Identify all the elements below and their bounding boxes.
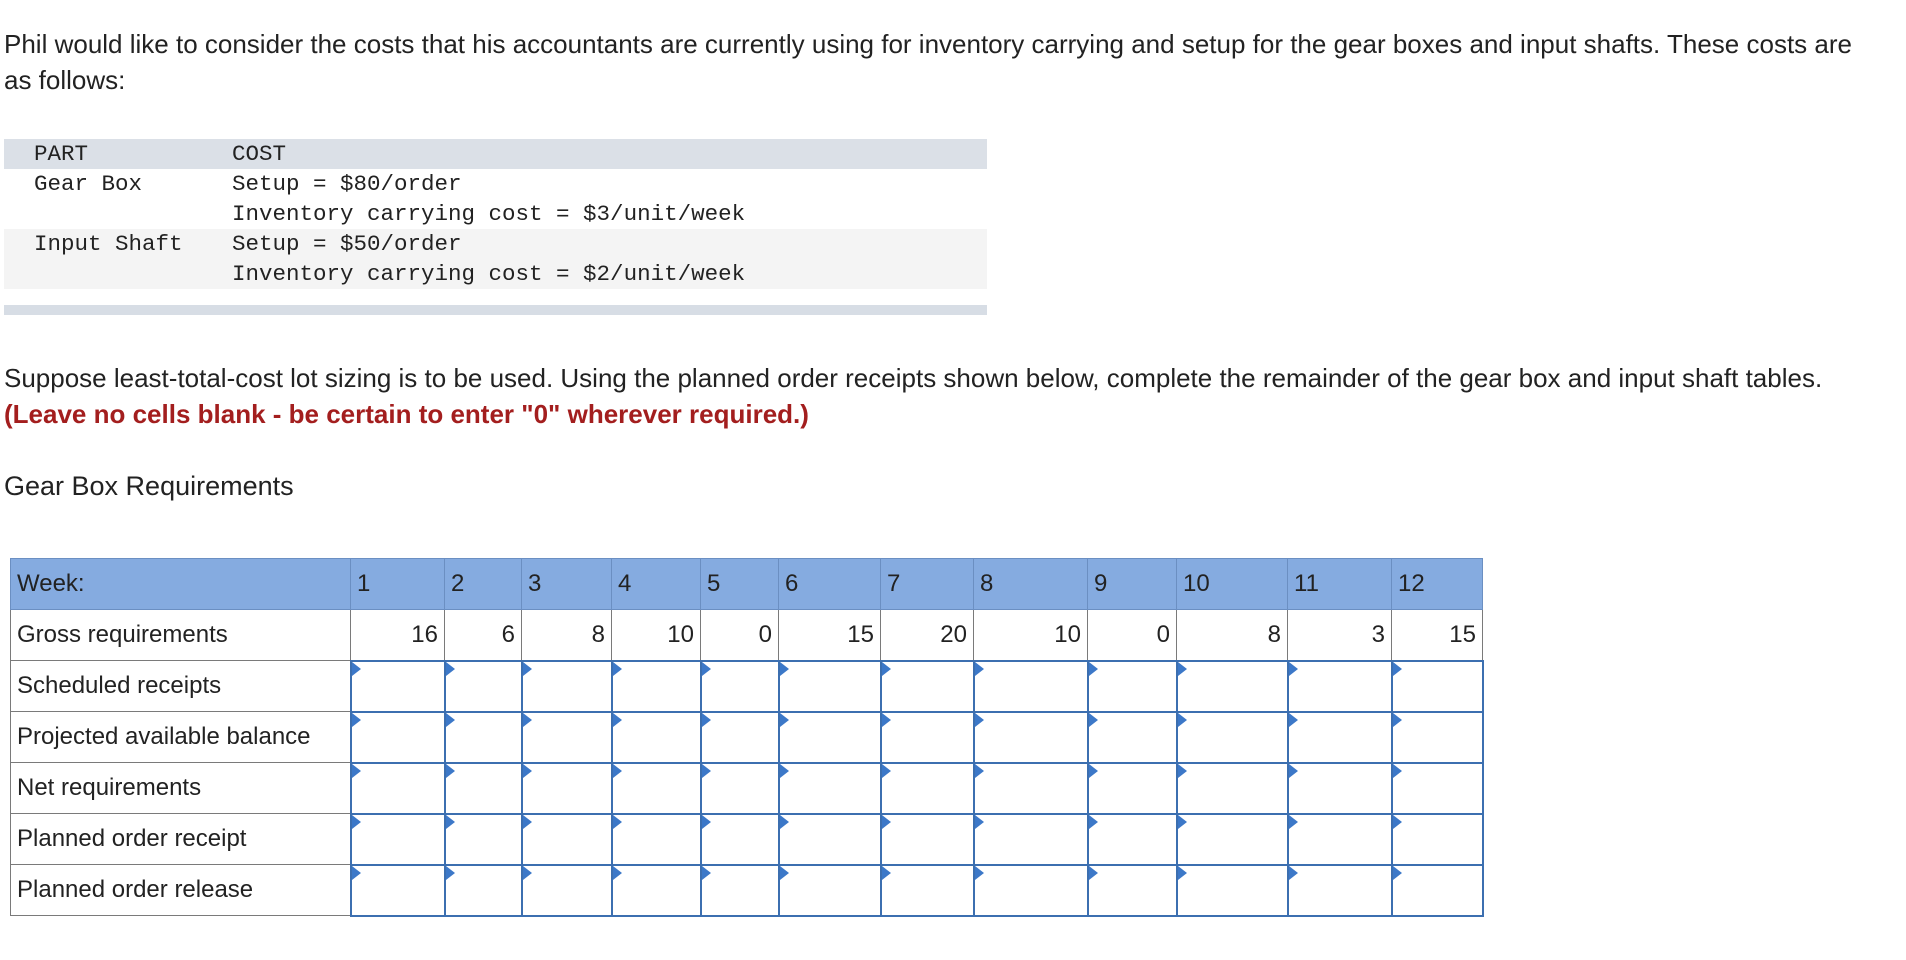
scheduled-receipts-label: Scheduled receipts <box>11 661 351 712</box>
gross-requirement-week-1: 16 <box>351 610 445 661</box>
net-requirements-cell-week-5[interactable] <box>701 763 779 814</box>
net-requirements-cell-week-4[interactable] <box>612 763 701 814</box>
planned-order-release-input-week-10[interactable] <box>1178 866 1287 915</box>
intro-paragraph: Phil would like to consider the costs that his accountants are currently using for inventory carrying and setup for the gear boxes and input shafts. These costs are as follows: <box>4 29 1852 95</box>
planned-order-receipt-input-week-2[interactable] <box>446 815 521 864</box>
planned-order-release-cell-week-10[interactable] <box>1177 865 1288 916</box>
net-requirements-input-week-3[interactable] <box>523 764 611 813</box>
net-requirements-cell-week-9[interactable] <box>1088 763 1177 814</box>
gross-requirement-week-10: 8 <box>1177 610 1288 661</box>
projected-available-balance-cell-week-3[interactable] <box>522 712 612 763</box>
planned-order-receipt-cell-week-11[interactable] <box>1288 814 1392 865</box>
scheduled-receipts-cell-week-10[interactable] <box>1177 661 1288 712</box>
week-header-row <box>11 559 1483 610</box>
net-requirements-input-week-7[interactable] <box>882 764 973 813</box>
week-label: Week: <box>11 559 351 610</box>
planned-order-release-input-week-7[interactable] <box>882 866 973 915</box>
scheduled-receipts-cell-week-1[interactable] <box>351 661 445 712</box>
net-requirements-input-week-12[interactable] <box>1393 764 1482 813</box>
planned-order-release-input-week-8[interactable] <box>975 866 1087 915</box>
scheduled-receipts-cell-week-3[interactable] <box>522 661 612 712</box>
scheduled-receipts-cell-week-9[interactable] <box>1088 661 1177 712</box>
week-number-4: 4 <box>612 559 701 610</box>
cost-table-header-cost: COST <box>232 139 987 169</box>
planned-order-receipt-input-week-6[interactable] <box>780 815 880 864</box>
gross-requirement-week-6: 15 <box>779 610 881 661</box>
projected-available-balance-cell-week-5[interactable] <box>701 712 779 763</box>
planned-order-receipt-cell-week-9[interactable] <box>1088 814 1177 865</box>
projected-available-balance-input-week-7[interactable] <box>882 713 973 762</box>
net-requirements-cell-week-7[interactable] <box>881 763 974 814</box>
net-requirements-label: Net requirements <box>11 763 351 814</box>
net-requirements-input-week-4[interactable] <box>613 764 700 813</box>
scheduled-receipts-input-week-11[interactable] <box>1289 662 1391 711</box>
projected-available-balance-input-week-11[interactable] <box>1289 713 1391 762</box>
scheduled-receipts-input-week-3[interactable] <box>523 662 611 711</box>
week-number-9: 9 <box>1088 559 1177 610</box>
planned-order-release-cell-week-4[interactable] <box>612 865 701 916</box>
scheduled-receipts-cell-week-8[interactable] <box>974 661 1088 712</box>
projected-available-balance-cell-week-2[interactable] <box>445 712 522 763</box>
planned-order-release-label: Planned order release <box>11 865 351 916</box>
scheduled-receipts-input-week-8[interactable] <box>975 662 1087 711</box>
week-number-7: 7 <box>881 559 974 610</box>
scheduled-receipts-row <box>11 661 1483 712</box>
gross-requirement-week-8: 10 <box>974 610 1088 661</box>
planned-order-receipt-cell-week-1[interactable] <box>351 814 445 865</box>
net-requirements-cell-week-11[interactable] <box>1288 763 1392 814</box>
cost-table-part-gear-box: Gear Box <box>4 169 232 229</box>
gross-requirement-week-5: 0 <box>701 610 779 661</box>
week-number-8: 8 <box>974 559 1088 610</box>
gross-requirement-week-9: 0 <box>1088 610 1177 661</box>
net-requirements-input-week-9[interactable] <box>1089 764 1176 813</box>
week-number-6: 6 <box>779 559 881 610</box>
gross-requirements-row <box>11 610 1483 661</box>
scheduled-receipts-input-week-9[interactable] <box>1089 662 1176 711</box>
gear-box-carrying-cost: Inventory carrying cost = $3/unit/week <box>232 201 746 227</box>
scheduled-receipts-cell-week-11[interactable] <box>1288 661 1392 712</box>
net-requirements-input-week-5[interactable] <box>702 764 778 813</box>
net-requirements-cell-week-12[interactable] <box>1392 763 1483 814</box>
projected-available-balance-cell-week-12[interactable] <box>1392 712 1483 763</box>
gross-requirement-week-3: 8 <box>522 610 612 661</box>
planned-order-receipt-cell-week-4[interactable] <box>612 814 701 865</box>
planned-order-receipt-row <box>11 814 1483 865</box>
planned-order-receipt-input-week-5[interactable] <box>702 815 778 864</box>
scheduled-receipts-input-week-4[interactable] <box>613 662 700 711</box>
instruction-warning: (Leave no cells blank - be certain to enter "0" wherever required.) <box>4 399 809 429</box>
scheduled-receipts-cell-week-7[interactable] <box>881 661 974 712</box>
cost-table-header-part: PART <box>4 139 232 169</box>
scheduled-receipts-input-week-2[interactable] <box>446 662 521 711</box>
week-number-11: 11 <box>1288 559 1392 610</box>
planned-order-receipt-cell-week-5[interactable] <box>701 814 779 865</box>
scheduled-receipts-cell-week-4[interactable] <box>612 661 701 712</box>
net-requirements-cell-week-3[interactable] <box>522 763 612 814</box>
net-requirements-input-week-10[interactable] <box>1178 764 1287 813</box>
planned-order-receipt-cell-week-6[interactable] <box>779 814 881 865</box>
planned-order-receipt-input-week-1[interactable] <box>352 815 444 864</box>
input-shaft-setup-cost: Setup = $50/order <box>232 231 462 257</box>
week-number-3: 3 <box>522 559 612 610</box>
net-requirements-cell-week-6[interactable] <box>779 763 881 814</box>
net-requirements-cell-week-8[interactable] <box>974 763 1088 814</box>
scheduled-receipts-input-week-1[interactable] <box>352 662 444 711</box>
projected-available-balance-row <box>11 712 1483 763</box>
cost-table-header-row <box>4 139 987 169</box>
scheduled-receipts-input-week-5[interactable] <box>702 662 778 711</box>
planned-order-receipt-cell-week-12[interactable] <box>1392 814 1483 865</box>
cost-table-divider <box>4 305 987 315</box>
gross-requirement-week-4: 10 <box>612 610 701 661</box>
scheduled-receipts-cell-week-2[interactable] <box>445 661 522 712</box>
planned-order-release-row <box>11 865 1483 916</box>
scheduled-receipts-cell-week-6[interactable] <box>779 661 881 712</box>
planned-order-release-cell-week-7[interactable] <box>881 865 974 916</box>
net-requirements-cell-week-2[interactable] <box>445 763 522 814</box>
projected-available-balance-input-week-8[interactable] <box>975 713 1087 762</box>
planned-order-receipt-input-week-3[interactable] <box>523 815 611 864</box>
planned-order-receipt-cell-week-8[interactable] <box>974 814 1088 865</box>
week-number-12: 12 <box>1392 559 1483 610</box>
gear-box-setup-cost: Setup = $80/order <box>232 171 462 197</box>
net-requirements-input-week-11[interactable] <box>1289 764 1391 813</box>
projected-available-balance-cell-week-4[interactable] <box>612 712 701 763</box>
gear-box-heading: Gear Box Requirements <box>4 471 294 501</box>
planned-order-receipt-cell-week-3[interactable] <box>522 814 612 865</box>
planned-order-receipt-cell-week-10[interactable] <box>1177 814 1288 865</box>
planned-order-receipt-cell-week-7[interactable] <box>881 814 974 865</box>
projected-available-balance-input-week-10[interactable] <box>1178 713 1287 762</box>
projected-available-balance-input-week-2[interactable] <box>446 713 521 762</box>
net-requirements-cell-week-1[interactable] <box>351 763 445 814</box>
net-requirements-input-week-2[interactable] <box>446 764 521 813</box>
projected-available-balance-input-week-4[interactable] <box>613 713 700 762</box>
projected-available-balance-cell-week-11[interactable] <box>1288 712 1392 763</box>
projected-available-balance-label: Projected available balance <box>11 712 351 763</box>
planned-order-receipt-input-week-11[interactable] <box>1289 815 1391 864</box>
net-requirements-input-week-1[interactable] <box>352 764 444 813</box>
scheduled-receipts-input-week-7[interactable] <box>882 662 973 711</box>
gross-requirement-week-2: 6 <box>445 610 522 661</box>
projected-available-balance-input-week-1[interactable] <box>352 713 444 762</box>
input-shaft-carrying-cost: Inventory carrying cost = $2/unit/week <box>232 261 746 287</box>
gross-requirement-week-7: 20 <box>881 610 974 661</box>
planned-order-receipt-cell-week-2[interactable] <box>445 814 522 865</box>
planned-order-release-cell-week-6[interactable] <box>779 865 881 916</box>
planned-order-release-cell-week-12[interactable] <box>1392 865 1483 916</box>
projected-available-balance-cell-week-9[interactable] <box>1088 712 1177 763</box>
planned-order-receipt-input-week-12[interactable] <box>1393 815 1482 864</box>
planned-order-release-input-week-4[interactable] <box>613 866 700 915</box>
instruction-text: Suppose least-total-cost lot sizing is to be used. Using the planned order receipts shown below, complete the remainder of the gear box and input shaft tables. <box>4 363 1823 393</box>
week-number-1: 1 <box>351 559 445 610</box>
planned-order-receipt-input-week-10[interactable] <box>1178 815 1287 864</box>
net-requirements-row <box>11 763 1483 814</box>
planned-order-release-cell-week-8[interactable] <box>974 865 1088 916</box>
planned-order-release-cell-week-11[interactable] <box>1288 865 1392 916</box>
gross-requirement-week-11: 3 <box>1288 610 1392 661</box>
week-number-2: 2 <box>445 559 522 610</box>
planned-order-release-input-week-11[interactable] <box>1289 866 1391 915</box>
week-number-5: 5 <box>701 559 779 610</box>
planned-order-release-cell-week-3[interactable] <box>522 865 612 916</box>
planned-order-release-cell-week-5[interactable] <box>701 865 779 916</box>
planned-order-release-input-week-9[interactable] <box>1089 866 1176 915</box>
projected-available-balance-cell-week-7[interactable] <box>881 712 974 763</box>
planned-order-release-input-week-3[interactable] <box>523 866 611 915</box>
cost-table-row-input-shaft <box>4 229 987 289</box>
planned-order-release-input-week-12[interactable] <box>1393 866 1482 915</box>
projected-available-balance-input-week-12[interactable] <box>1393 713 1482 762</box>
week-number-10: 10 <box>1177 559 1288 610</box>
gear-box-requirements-table <box>10 558 1484 917</box>
cost-table-part-input-shaft: Input Shaft <box>4 229 232 289</box>
planned-order-release-input-week-2[interactable] <box>446 866 521 915</box>
projected-available-balance-cell-week-8[interactable] <box>974 712 1088 763</box>
scheduled-receipts-input-week-12[interactable] <box>1393 662 1482 711</box>
scheduled-receipts-input-week-6[interactable] <box>780 662 880 711</box>
planned-order-receipt-input-week-8[interactable] <box>975 815 1087 864</box>
planned-order-release-input-week-6[interactable] <box>780 866 880 915</box>
planned-order-release-input-week-1[interactable] <box>352 866 444 915</box>
cost-table-row-gear-box <box>4 169 987 229</box>
net-requirements-input-week-6[interactable] <box>780 764 880 813</box>
gross-requirement-week-12: 15 <box>1392 610 1483 661</box>
planned-order-release-cell-week-1[interactable] <box>351 865 445 916</box>
scheduled-receipts-cell-week-12[interactable] <box>1392 661 1483 712</box>
planned-order-receipt-input-week-7[interactable] <box>882 815 973 864</box>
planned-order-release-cell-week-2[interactable] <box>445 865 522 916</box>
scheduled-receipts-input-week-10[interactable] <box>1178 662 1287 711</box>
planned-order-release-cell-week-9[interactable] <box>1088 865 1177 916</box>
scheduled-receipts-cell-week-5[interactable] <box>701 661 779 712</box>
projected-available-balance-cell-week-10[interactable] <box>1177 712 1288 763</box>
projected-available-balance-input-week-6[interactable] <box>780 713 880 762</box>
projected-available-balance-input-week-5[interactable] <box>702 713 778 762</box>
cost-table <box>4 139 987 289</box>
net-requirements-cell-week-10[interactable] <box>1177 763 1288 814</box>
instruction-paragraph <box>4 360 1894 432</box>
projected-available-balance-input-week-3[interactable] <box>523 713 611 762</box>
net-requirements-input-week-8[interactable] <box>975 764 1087 813</box>
planned-order-receipt-label: Planned order receipt <box>11 814 351 865</box>
planned-order-receipt-input-week-9[interactable] <box>1089 815 1176 864</box>
projected-available-balance-cell-week-1[interactable] <box>351 712 445 763</box>
projected-available-balance-cell-week-6[interactable] <box>779 712 881 763</box>
planned-order-release-input-week-5[interactable] <box>702 866 778 915</box>
gross-requirements-label: Gross requirements <box>11 610 351 661</box>
planned-order-receipt-input-week-4[interactable] <box>613 815 700 864</box>
projected-available-balance-input-week-9[interactable] <box>1089 713 1176 762</box>
